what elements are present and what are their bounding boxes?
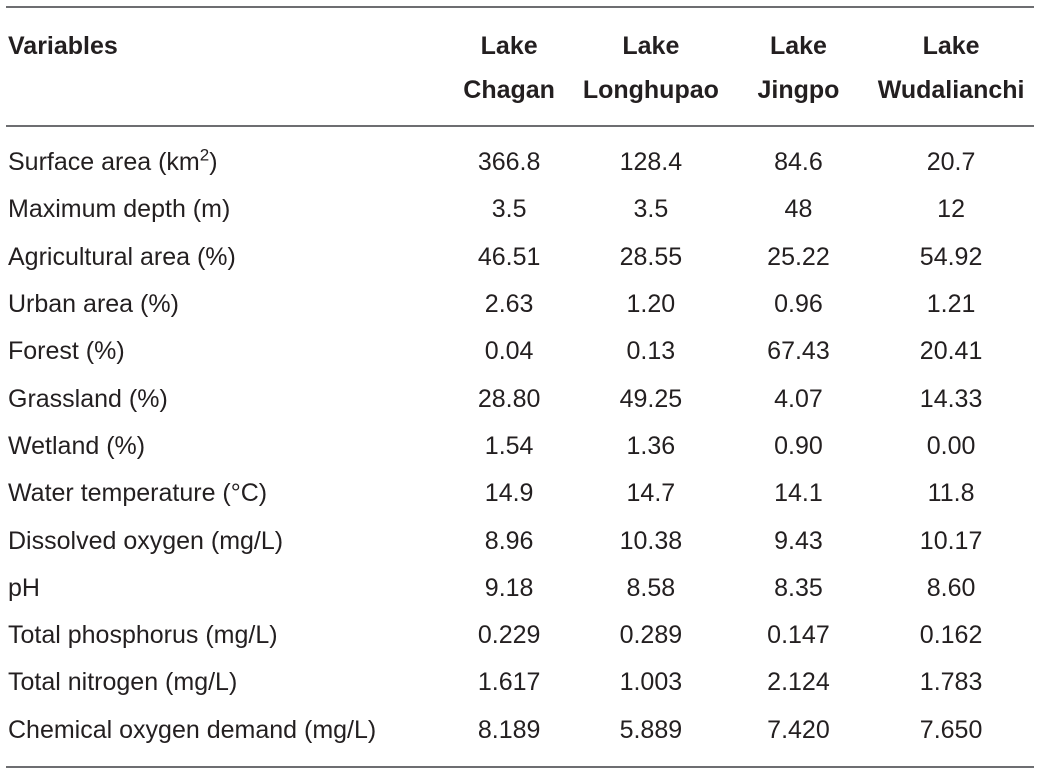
value-cell-jingpo: 4.07 <box>774 384 823 413</box>
header-label-line2: Wudalianchi <box>877 76 1025 104</box>
variable-cell <box>6 186 445 233</box>
variable-cell <box>6 612 445 659</box>
header-label-line2: Longhupao <box>582 76 719 104</box>
header-row <box>6 7 1034 126</box>
value-cell-chagan: 1.54 <box>484 431 534 460</box>
value-cell-longhupao: 0.289 <box>619 621 683 650</box>
variable-cell <box>6 328 445 375</box>
value-cell-wudalianchi: 7.650 <box>868 707 1034 767</box>
value-cell-jingpo: 14.1 <box>774 479 823 508</box>
variable-superscript: 2 <box>199 145 210 165</box>
value-cell-longhupao: 14.7 <box>626 479 676 508</box>
column-header-lake-chagan <box>445 7 573 126</box>
table-row <box>6 328 1034 375</box>
table-row <box>6 565 1034 612</box>
value-cell-jingpo: 0.90 <box>774 431 823 460</box>
variable-cell <box>6 375 445 422</box>
value-cell-jingpo: 48 <box>784 195 813 224</box>
variable-label: Agricultural area (%) <box>8 242 236 271</box>
table-row <box>6 612 1034 659</box>
value-cell-wudalianchi: 1.783 <box>919 668 983 697</box>
column-header-variables <box>6 7 445 126</box>
table-row <box>6 186 1034 233</box>
column-header-lake-wudalianchi <box>868 7 1034 126</box>
value-cell-wudalianchi: 14.33 <box>919 384 983 413</box>
value-cell-longhupao: 8.58 <box>626 573 676 602</box>
header-label-line2: Jingpo <box>757 76 840 104</box>
table-body <box>6 126 1034 767</box>
variable-cell <box>6 517 445 564</box>
value-cell-wudalianchi: 54.92 <box>919 242 983 271</box>
value-cell-jingpo: 7.420 <box>729 707 868 767</box>
variable-cell <box>6 659 445 706</box>
variable-label: Forest (%) <box>8 337 125 366</box>
value-cell-chagan: 0.229 <box>477 621 541 650</box>
value-cell-chagan: 8.96 <box>484 526 534 555</box>
value-cell-chagan: 46.51 <box>477 242 541 271</box>
table-row <box>6 470 1034 517</box>
variable-cell <box>6 423 445 470</box>
header-label-line2: Chagan <box>463 76 555 104</box>
value-cell-chagan: 0.04 <box>484 337 534 366</box>
value-cell-longhupao: 3.5 <box>633 195 669 224</box>
variable-label: Surface area (km <box>8 148 200 177</box>
value-cell-wudalianchi: 8.60 <box>926 573 976 602</box>
variable-cell <box>6 470 445 517</box>
value-cell-jingpo: 2.124 <box>767 668 830 697</box>
variable-cell <box>6 281 445 328</box>
variable-label-tail: ) <box>209 148 218 177</box>
value-cell-chagan: 3.5 <box>491 195 527 224</box>
variable-label: pH <box>8 573 40 602</box>
variable-cell <box>6 234 445 281</box>
value-cell-jingpo: 84.6 <box>774 148 823 177</box>
header-label-line1: Lake <box>922 32 980 60</box>
variable-label: Water temperature (°C) <box>8 479 268 508</box>
value-cell-chagan: 28.80 <box>477 384 541 413</box>
value-cell-chagan: 366.8 <box>477 148 541 177</box>
table-row <box>6 281 1034 328</box>
table-header <box>6 7 1034 126</box>
table-row <box>6 234 1034 281</box>
value-cell-wudalianchi: 12 <box>937 195 965 224</box>
value-cell-wudalianchi: 1.21 <box>926 290 976 319</box>
header-label-line1: Lake <box>622 32 680 60</box>
value-cell-longhupao: 1.20 <box>626 290 676 319</box>
value-cell-longhupao: 0.13 <box>626 337 676 366</box>
value-cell-longhupao: 128.4 <box>619 148 683 177</box>
value-cell-jingpo: 8.35 <box>774 573 823 602</box>
table-row <box>6 707 1034 767</box>
table-row <box>6 517 1034 564</box>
value-cell-chagan: 2.63 <box>484 290 534 319</box>
value-cell-longhupao: 5.889 <box>573 707 729 767</box>
variable-label: Grassland (%) <box>8 384 168 413</box>
variable-label: Total nitrogen (mg/L) <box>8 668 238 697</box>
variable-cell <box>6 126 445 186</box>
column-header-lake-longhupao <box>573 7 729 126</box>
header-label: Variables <box>8 32 118 60</box>
value-cell-jingpo: 0.96 <box>774 290 823 319</box>
value-cell-longhupao: 10.38 <box>619 526 683 555</box>
variable-label: Dissolved oxygen (mg/L) <box>8 526 284 555</box>
value-cell-longhupao: 1.36 <box>626 431 676 460</box>
value-cell-jingpo: 25.22 <box>767 242 830 271</box>
value-cell-jingpo: 0.147 <box>767 621 830 650</box>
column-header-lake-jingpo <box>729 7 868 126</box>
variable-label: Total phosphorus (mg/L) <box>8 621 278 650</box>
variable-label: Wetland (%) <box>8 431 146 460</box>
lake-variables-table <box>6 6 1034 768</box>
value-cell-chagan: 14.9 <box>484 479 534 508</box>
table-row <box>6 659 1034 706</box>
value-cell-wudalianchi: 11.8 <box>927 479 975 508</box>
variable-label: Chemical oxygen demand (mg/L) <box>8 715 377 744</box>
value-cell-wudalianchi: 20.41 <box>919 337 983 366</box>
value-cell-longhupao: 49.25 <box>619 384 683 413</box>
variable-cell <box>6 707 445 767</box>
value-cell-wudalianchi: 0.162 <box>919 621 983 650</box>
variable-label: Maximum depth (m) <box>8 195 231 224</box>
value-cell-wudalianchi: 10.17 <box>919 526 983 555</box>
header-label-line1: Lake <box>480 32 538 60</box>
table-row <box>6 126 1034 186</box>
value-cell-wudalianchi: 20.7 <box>926 148 976 177</box>
variable-label: Urban area (%) <box>8 290 179 319</box>
header-label-line1: Lake <box>769 32 827 60</box>
value-cell-chagan: 9.18 <box>484 573 534 602</box>
value-cell-chagan: 1.617 <box>477 668 541 697</box>
value-cell-chagan: 8.189 <box>445 707 573 767</box>
value-cell-wudalianchi: 0.00 <box>926 431 976 460</box>
table-row <box>6 375 1034 422</box>
value-cell-longhupao: 1.003 <box>619 668 683 697</box>
value-cell-jingpo: 67.43 <box>767 337 830 366</box>
value-cell-jingpo: 9.43 <box>774 526 823 555</box>
table-row <box>6 423 1034 470</box>
variable-cell <box>6 565 445 612</box>
value-cell-longhupao: 28.55 <box>619 242 683 271</box>
